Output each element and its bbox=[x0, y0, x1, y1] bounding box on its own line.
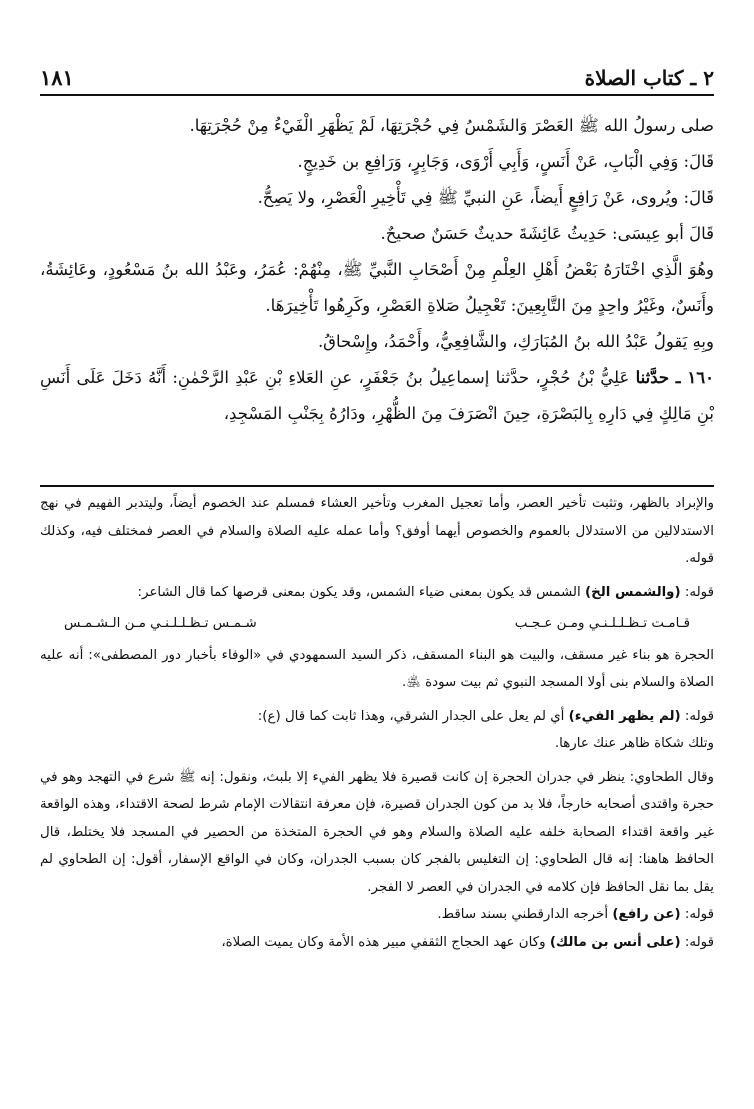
note-paragraph: والإبراد بالظهر، وتثبت تأخير العصر، وأما تعجيل المغرب وتأخير العشاء فمسلم عند الخصوم أيضاً، وليتدبر الفهيم في نهج الاستدلالين من الاستدلال بالعموم والخصوص أيهما أوفق؟ وأما عمله عليه الصلاة والسلام في العصر فمختلف فيه، وكذلك قوله. bbox=[40, 496, 714, 566]
note-lemma: (عن رافع) bbox=[612, 907, 681, 922]
note-paragraph: وتلك شكاة ظاهر عنك عارها. bbox=[554, 736, 714, 751]
note-body: أي لم يعل على الجدار الشرقي، وهذا ثابت كما قال (ع): bbox=[257, 708, 569, 724]
note-prefix: قوله: bbox=[680, 907, 714, 922]
main-line: قَالَ أبو عِيسَى: حَدِيثُ عَائِشَةَ حديثٌ حَسَنٌ صحيحٌ. bbox=[380, 224, 714, 243]
hadith-number: ١٦٠ ـ حدَّثنا bbox=[635, 368, 714, 387]
note-paragraph: الحجرة هو بناء غير مسقف، والبيت هو البناء المسقف، ذكر السيد السمهودي في «الوفاء بأخبار دور المصطفى»: أنه عليه الصلاة والسلام بنى أولا المسجد النبوي ثم بيت سودة ﵁. bbox=[40, 647, 714, 690]
note-lemma: (لم يظهر الفيء) bbox=[568, 708, 681, 724]
note-lemma: (على أنس بن مالك) bbox=[549, 934, 681, 950]
note-paragraph bbox=[40, 703, 714, 731]
main-line: وبِهِ يَقولُ عَبْدُ الله بنُ المُبَارَكِ، والشَّافِعِيُّ، وأَحْمَدُ، وإِسْحاقُ. bbox=[317, 332, 714, 351]
chapter-title: ٢ ـ كتاب الصلاة bbox=[584, 66, 714, 90]
main-line: وهُوَ الَّذِي اخْتَارَهُ بَعْضُ أَهْلِ العِلْمِ مِنْ أَصْحَابِ النَّبيِّ ﷺ، مِنْهُمْ: عُمَرُ، وعَبْدُ الله بنُ مَسْعُودٍ، وعَائِشَةُ، وأَنَسٌ، وغَيْرُ واحِدٍ مِنَ التَّابِعِينَ: تَعْجِيلُ صَلاةِ العَصْرِ، وكَرِهُوا تَأْخِيرَهَا. bbox=[40, 260, 714, 315]
note-prefix: قوله: bbox=[680, 584, 714, 600]
hadith-text: عَلِيُّ بْنُ حُجْرٍ، حدَّثنا إسماعِيلُ بنُ جَعْفَرٍ، عنِ العَلاءِ بْنِ عَبْدِ الرَّحْمٰنِ: أَنَّهُ دَخَلَ عَلَى أَنَسِ بْنِ مَالِكٍ فِي دَارِهِ بِالبَصْرَةِ، حِينَ انْصَرَفَ مِنَ الظُّهْرِ، ودَارُهُ بِجَنْبِ المَسْجِدِ، bbox=[40, 368, 714, 423]
page-number: ١٨١ bbox=[40, 65, 74, 90]
main-line: صلى رسولُ الله ﷺ العَصْرَ وَالشَمْسُ فِي حُجْرَتِهَا، لَمْ يَظْهَرِ الْفَيْءُ مِنْ حُجْرَتِهَا. bbox=[189, 116, 714, 135]
footnote-divider bbox=[40, 485, 714, 487]
page-header bbox=[40, 52, 714, 96]
note-prefix: قوله: bbox=[680, 934, 714, 950]
note-paragraph bbox=[40, 929, 714, 957]
poetry-verse bbox=[40, 610, 714, 638]
note-paragraph bbox=[40, 579, 714, 607]
poem-second-hemistich: شـمـس تـظـلـلـنـي مـن الـشـمـس bbox=[64, 616, 257, 631]
note-paragraph bbox=[40, 901, 714, 929]
poem-first-hemistich: قـامـت تـظـلـلـنـي ومـن عـجـب bbox=[514, 616, 690, 631]
main-line: قَالَ: وَفِي الْبَابِ، عَنْ أَنَسٍ، وَأَبِي أَرْوَى، وَجَابِرٍ، وَرَافِعِ بن خَدِيجٍ. bbox=[297, 152, 714, 171]
note-prefix: قوله: bbox=[680, 708, 714, 724]
note-body: أخرجه الدارقطني بسند ساقط. bbox=[437, 907, 613, 922]
main-text bbox=[40, 108, 714, 432]
note-lemma: (والشمس الخ) bbox=[584, 584, 681, 600]
main-line: قَالَ: ويُروى، عَنْ رَافِعٍ أَيضاً، عَنِ النبيِّ ﷺ فِي تَأْخِيرِ الْعَصْرِ، ولا يَصِحُّ. bbox=[257, 188, 714, 207]
hadith-paragraph bbox=[40, 360, 714, 432]
note-body: وكان عهد الحجاج الثقفي مبير هذه الأمة وكان يميت الصلاة، bbox=[221, 934, 550, 950]
note-paragraph: وقال الطحاوي: ينظر في جدران الحجرة إن كانت قصيرة فلا يظهر الفيء إلا بلبث، ونقول: إنه ﷺ شرع في التهجد وهو في حجرة واقتدى أصحابه خارجاً، فلا بد من كون الجدران قصيرة، فإن معرفة انتقالات الإمام شرط لصحة الاقتداء، وهذه الواقعة غير واقعة اقتداء الصحابة خلفه عليه الصلاة والسلام وهو في الحجرة المتخذة من الحصير في المسجد فلا يختلط، قال الحافظ هاهنا: إنه قال الطحاوي: إن التغليس بالفجر كان بسبب الجدران، وكان في الواقع الإسفار، أقول: إن الطحاوي لم يقل بما نقل الحافظ فإن كلامه في الجدران في العصر لا الفجر. bbox=[40, 769, 714, 895]
note-body: الشمس قد يكون بمعنى ضياء الشمس، وقد يكون بمعنى قرصها كما قال الشاعر: bbox=[137, 584, 585, 600]
commentary-notes bbox=[40, 490, 714, 956]
